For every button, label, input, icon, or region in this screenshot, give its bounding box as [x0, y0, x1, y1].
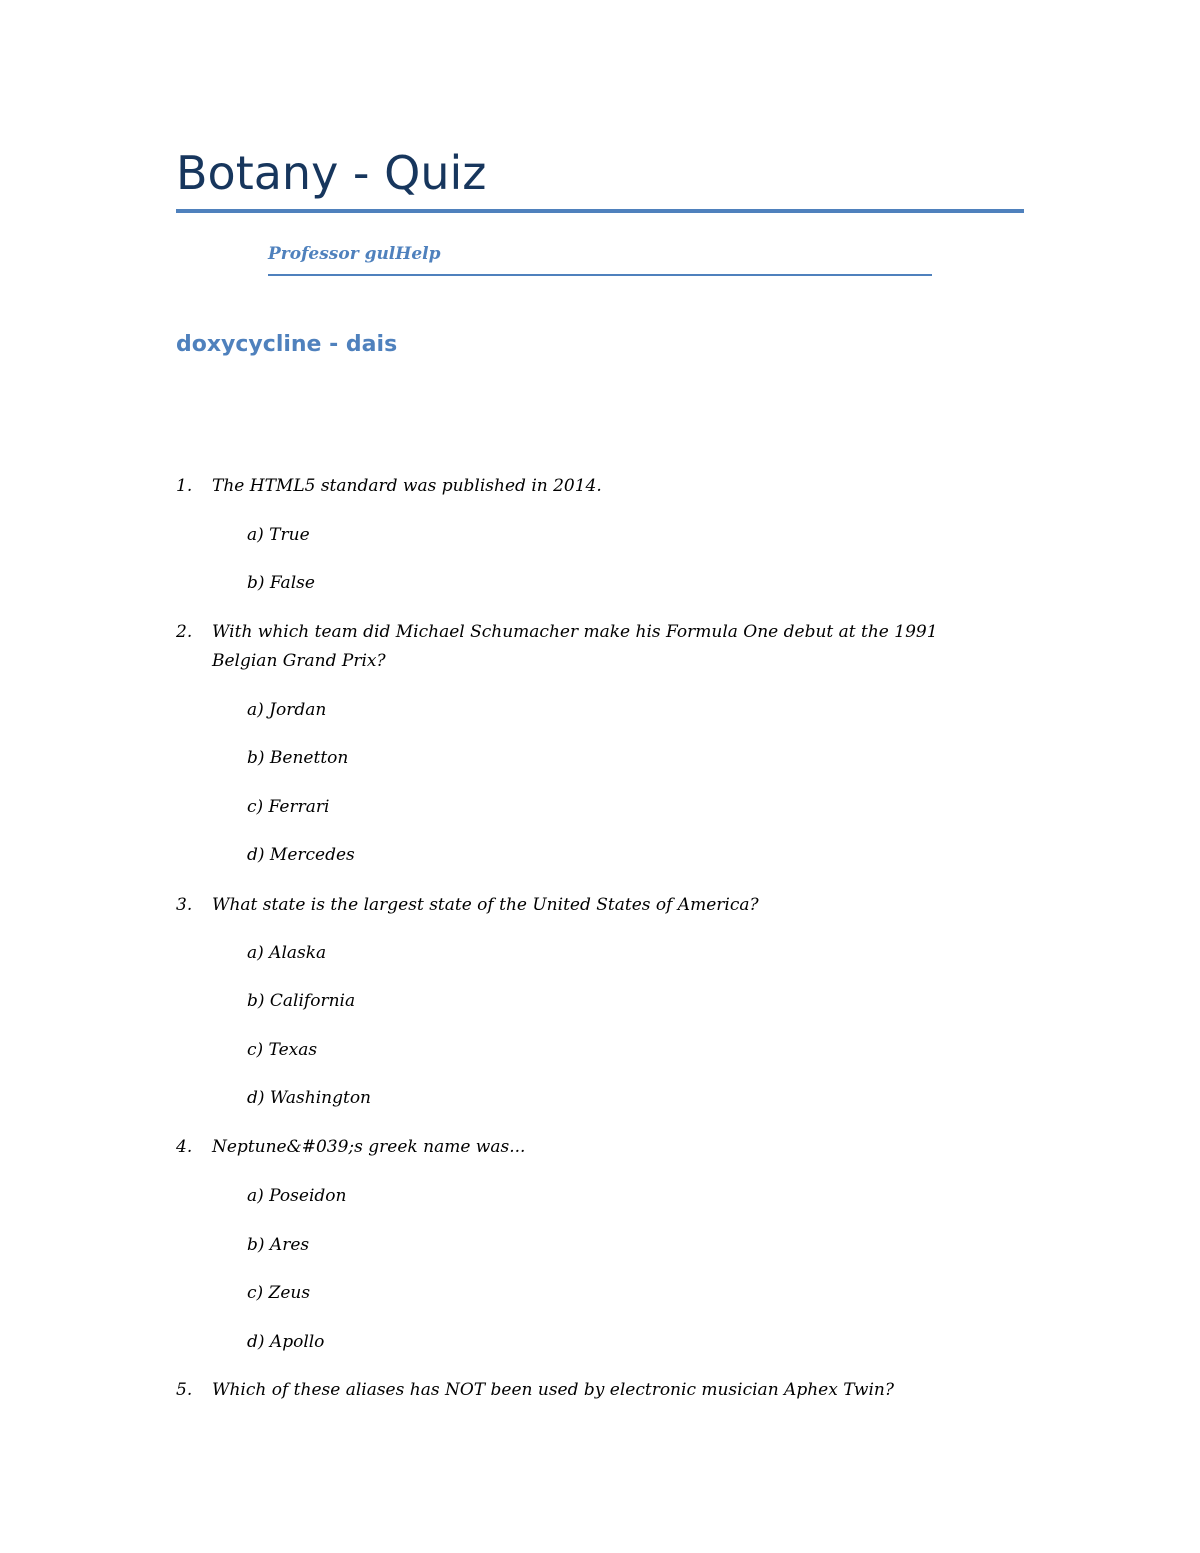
author-underline [268, 274, 932, 276]
question-3-option-c: c) Texas [247, 1040, 318, 1060]
question-number: 3. [176, 895, 193, 915]
question-number: 5. [176, 1380, 193, 1400]
question-3-option-a: a) Alaska [247, 943, 327, 963]
document-title: Botany - Quiz [176, 146, 487, 200]
question-2-option-d: d) Mercedes [247, 845, 355, 865]
question-number: 4. [176, 1137, 193, 1157]
question-text: Which of these aliases has NOT been used by electronic musician Aphex Twin? [212, 1380, 894, 1400]
question-4-option-c: c) Zeus [247, 1283, 311, 1303]
question-text: Neptune&#039;s greek name was... [212, 1137, 526, 1157]
question-1-option-b: b) False [247, 573, 315, 593]
question-text: With which team did Michael Schumacher make his Formula One debut at the 1991 [212, 622, 938, 642]
title-underline [176, 209, 1024, 213]
question-text-line-2: Belgian Grand Prix? [212, 651, 386, 671]
question-3-option-d: d) Washington [247, 1088, 372, 1108]
question-1-option-a: a) True [247, 525, 310, 545]
question-2-option-b: b) Benetton [247, 748, 349, 768]
question-text: The HTML5 standard was published in 2014. [212, 476, 602, 496]
section-heading: doxycycline - dais [176, 332, 398, 357]
question-3-option-b: b) California [247, 991, 356, 1011]
question-number: 1. [176, 476, 193, 496]
question-number: 2. [176, 622, 193, 642]
question-text: What state is the largest state of the United States of America? [212, 895, 759, 915]
question-2-option-c: c) Ferrari [247, 797, 330, 817]
question-4-option-a: a) Poseidon [247, 1186, 347, 1206]
author-subtitle: Professor gulHelp [268, 244, 441, 264]
question-4-option-b: b) Ares [247, 1235, 310, 1255]
question-2-option-a: a) Jordan [247, 700, 327, 720]
question-4-option-d: d) Apollo [247, 1332, 325, 1352]
